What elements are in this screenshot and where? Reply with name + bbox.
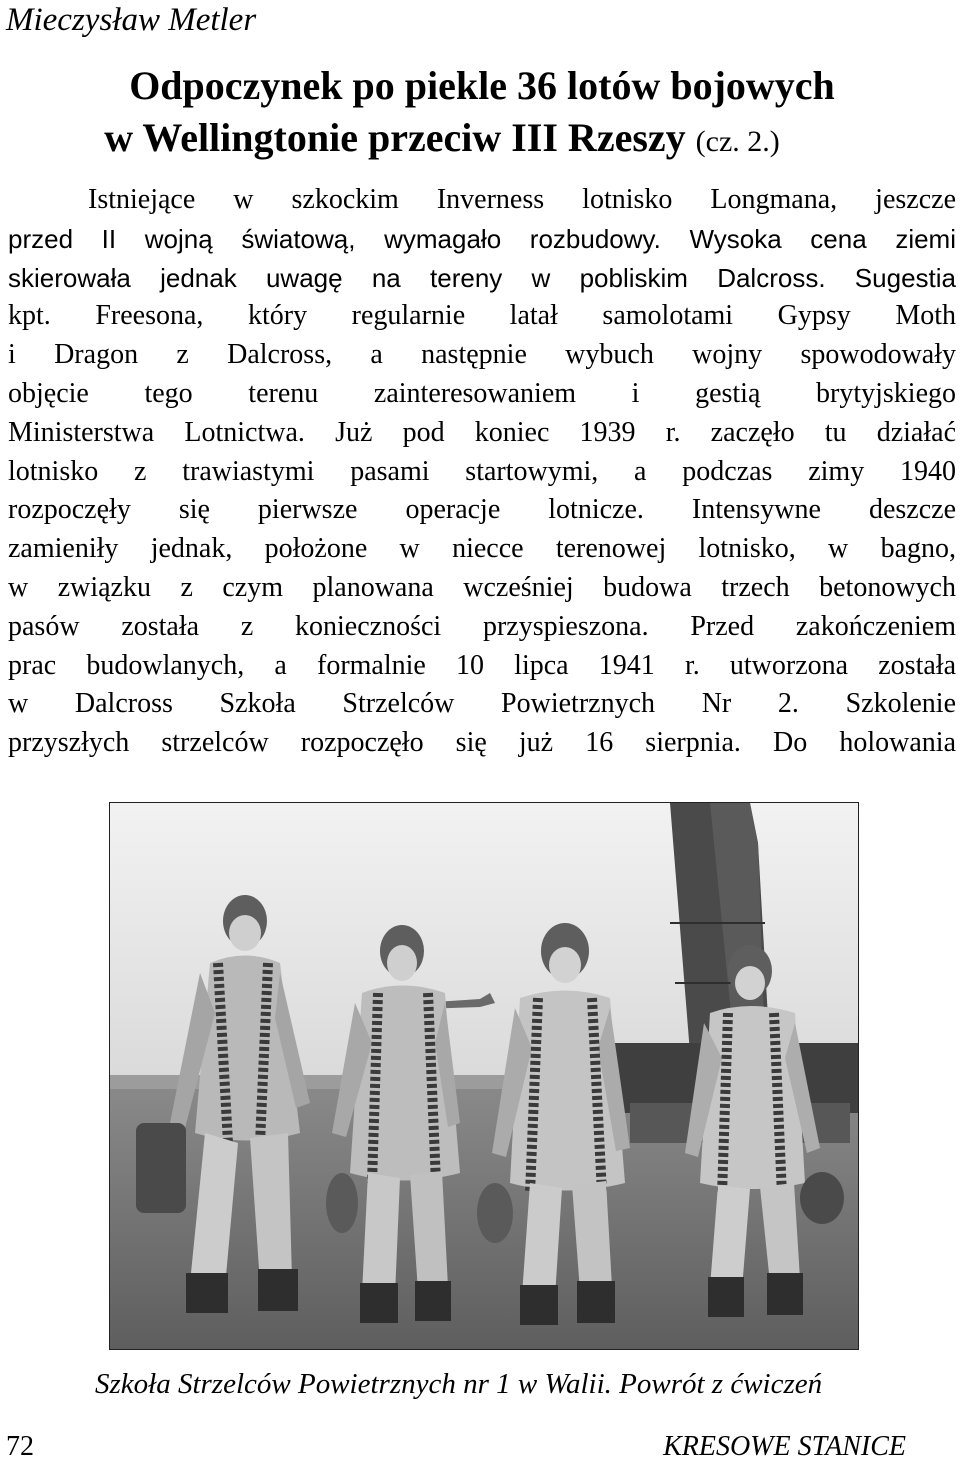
body-line: przed II wojną światową, wymagało rozbudowy. Wysoka cena ziemi xyxy=(8,223,956,254)
photo-four-airmen xyxy=(109,802,859,1350)
body-line: i Dragon z Dalcross, a następnie wybuch wojny spowodowały xyxy=(8,339,956,371)
body-line: objęcie tego terenu zainteresowaniem i gestią brytyjskiego xyxy=(8,377,956,409)
article-title-line-2 xyxy=(0,112,922,168)
page-number: 72 xyxy=(6,1431,34,1462)
body-line: Istniejące w szkockim Inverness lotnisko Longmana, jeszcze xyxy=(88,184,956,215)
article-part-label: (cz. 2.) xyxy=(695,125,780,158)
body-line: pasów została z konieczności przyspieszona. Przed zakończeniem xyxy=(8,610,956,642)
running-footer-publication: KRESOWE STANICE xyxy=(663,1431,906,1462)
article-title-text: w Wellingtonie przeciw III Rzeszy xyxy=(104,115,686,160)
figure-caption: Szkoła Strzelców Powietrznych nr 1 w Walii. Powrót z ćwiczeń xyxy=(95,1368,823,1400)
running-header-author: Mieczysław Metler xyxy=(6,2,257,38)
body-line: przyszłych strzelców rozpoczęło się już 16 sierpnia. Do holowania xyxy=(8,727,956,759)
article-body xyxy=(8,181,956,763)
body-line: rozpoczęły się pierwsze operacje lotnicze. Intensywne deszcze xyxy=(8,494,956,526)
body-line: skierowała jednak uwagę na tereny w pobliskim Dalcross. Sugestia xyxy=(8,262,956,293)
body-line: w związku z czym planowana wcześniej budowa trzech betonowych xyxy=(8,571,956,603)
article-title-line-1: Odpoczynek po piekle 36 lotów bojowych xyxy=(129,63,835,108)
body-line: kpt. Freesona, który regularnie latał samolotami Gypsy Moth xyxy=(8,300,956,332)
body-line: lotnisko z trawiastymi pasami startowymi, a podczas zimy 1940 xyxy=(8,455,956,487)
body-line: w Dalcross Szkoła Strzelców Powietrznych Nr 2. Szkolenie xyxy=(8,688,956,720)
body-line: zamieniły jednak, położone w niecce terenowej lotnisko, w bagno, xyxy=(8,533,956,565)
body-line: prac budowlanych, a formalnie 10 lipca 1941 r. utworzona została xyxy=(8,649,956,681)
body-line: Ministerstwa Lotnictwa. Już pod koniec 1939 r. zaczęło tu działać xyxy=(8,416,956,448)
photo-illustration xyxy=(110,803,858,1349)
